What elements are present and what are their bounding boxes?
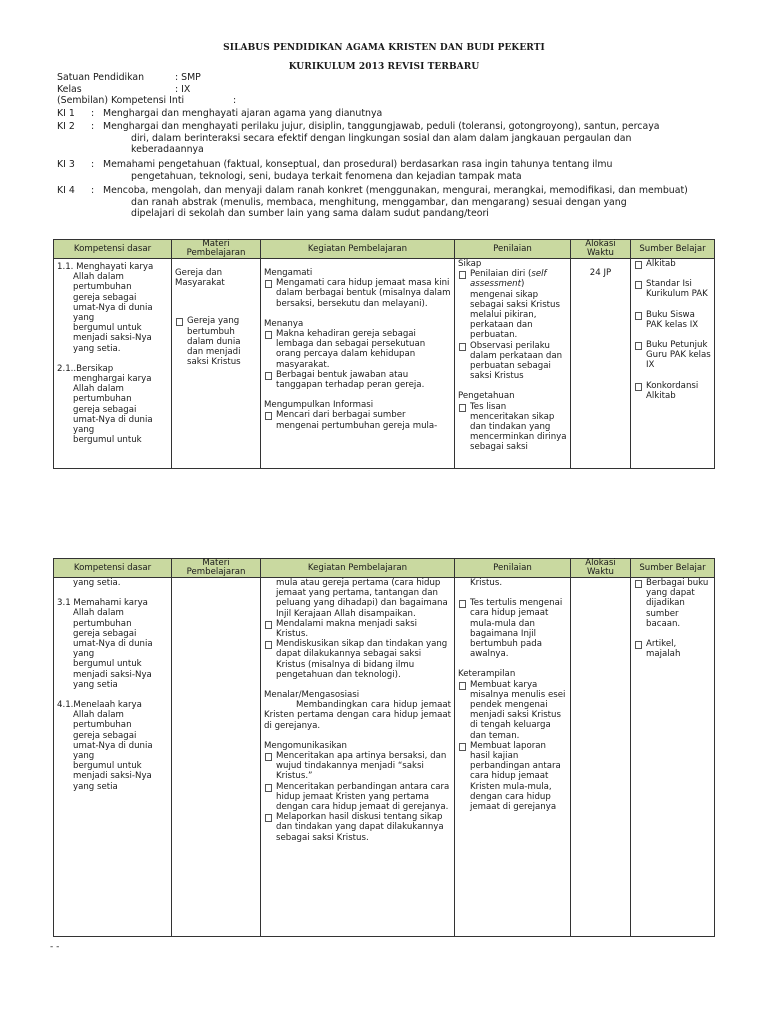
ki-line: diri, dalam berinteraksi secara efektif dengan lingkungan sosial dan alam dalam jangkauan pergaulan dan (131, 132, 632, 144)
ki-line: Memahami pengetahuan (faktual, konseptual, dan prosedural) berdasarkan rasa ingin tahunya tentang ilmu (103, 159, 613, 170)
kd-heading: 1.1. Menghayati karya (57, 262, 154, 272)
kd-continuation: yang setia. (73, 578, 121, 588)
kd-line: bergumul untuk (73, 323, 142, 334)
kd-line: menjadi saksi-Nya (73, 669, 152, 680)
sumber-cell (631, 578, 715, 937)
activity-item: Makna kehadiran gereja sebagai lembaga dan sebagai persekutuan orang percaya dalam kehidupan masyarakat. (264, 329, 451, 370)
kd-line: umat-Nya di dunia (73, 302, 153, 313)
kd-line: yang (73, 425, 95, 436)
activity-paragraph: Membandingkan cara hidup jemaat Kristen pertama dengan cara hidup jemaat di gerejanya. (264, 700, 451, 731)
kd-line: pertumbuhan (73, 720, 132, 731)
kd-body (57, 710, 168, 792)
source-item: Artikel, majalah (634, 639, 711, 659)
header-materi: Materi Pembelajaran (172, 240, 261, 259)
ki-text (103, 185, 757, 220)
kd-heading: 2.1..Bersikap (57, 363, 114, 374)
ki-text (103, 159, 757, 182)
identity-block (57, 72, 757, 107)
kd-line: Allah dalam (73, 608, 124, 619)
source-item: Buku Petunjuk Guru PAK kelas IX (634, 340, 711, 371)
syllabus-table-1 (53, 239, 715, 469)
kd-line: umat-Nya di dunia (73, 639, 153, 650)
activity-item: Mencari dari berbagai sumber mengenai pertumbuhan gereja mula- (264, 410, 451, 430)
header-alokasi: Alokasi Waktu (571, 559, 631, 578)
ki-code: KI 4 (57, 185, 75, 196)
ki-line: Mencoba, mengolah, dan menyaji dalam ranah konkret (menggunakan, mengurai, merangkai, memodifikasi, dan membuat) (103, 185, 688, 196)
kd-line: yang (73, 751, 95, 762)
document-title: SILABUS PENDIDIKAN AGAMA KRISTEN DAN BUDI PEKERTI (223, 43, 545, 53)
info-value: : SMP (175, 72, 201, 83)
activity-heading: Mengumpulkan Informasi (264, 400, 374, 411)
kd-line: yang (73, 313, 95, 324)
page-footer-mark: - - (50, 942, 60, 952)
header-kompetensi-dasar: Kompetensi dasar (54, 240, 172, 259)
header-sumber: Sumber Belajar (631, 559, 715, 578)
assessment-text: Penilaian diri ( (470, 269, 532, 280)
assessment-heading: Keterampilan (458, 669, 516, 680)
assessment-text: ) mengenai sikap sebagai saksi Kristus melalui pikiran, perkataan dan perbuatan. (470, 279, 560, 341)
kd-line: pertumbuhan (73, 394, 132, 405)
kd-heading: 3.1 Memahami karya (57, 598, 148, 609)
assessment-heading: Pengetahuan (458, 391, 515, 402)
header-alokasi: Alokasi Waktu (571, 240, 631, 259)
info-label: (Sembilan) Kompetensi Inti (57, 95, 185, 106)
header-kegiatan: Kegiatan Pembelajaran (261, 240, 455, 259)
assessment-continuation: Kristus. (470, 578, 503, 588)
alokasi-cell (571, 578, 631, 937)
kd-line: yang setia (73, 679, 118, 690)
source-item: Alkitab (634, 259, 711, 269)
document-subtitle: KURIKULUM 2013 REVISI TERBARU (288, 62, 480, 72)
ki-text (103, 121, 757, 156)
materi-cell (172, 259, 261, 469)
source-item: Berbagai buku yang dapat dijadikan sumber bacaan. (634, 578, 711, 629)
kd-body (57, 272, 168, 354)
header-kompetensi-dasar: Kompetensi dasar (54, 559, 172, 578)
info-value: : (233, 95, 237, 106)
header-penilaian: Penilaian (455, 559, 571, 578)
kd-cell (54, 578, 172, 937)
kd-line: gereja sebagai (73, 730, 137, 741)
table-row (54, 259, 715, 469)
time-allocation: 24 JP (589, 268, 612, 278)
info-row (57, 72, 757, 84)
kd-body (57, 608, 168, 690)
activity-continuation: mula atau gereja pertama (cara hidup jemaat yang pertama, tantangan dan peluang yang dihadapi) dan bagaimana Injil Kerajaan Allah disampaikan. (276, 578, 448, 619)
activity-heading: Mengomunikasikan (264, 740, 348, 751)
activity-item: Mendiskusikan sikap dan tindakan yang dapat dilakukannya sebagai saksi Kristus (misalnya di bidang ilmu pengetahuan dan teknologi). (264, 639, 451, 680)
ki-code: KI 2 (57, 121, 75, 132)
materi-topic: Gereja dan Masyarakat (175, 268, 225, 289)
ki-colon: : (91, 159, 95, 170)
info-label: Satuan Pendidikan (57, 72, 145, 83)
activity-heading: Menanya (264, 318, 304, 329)
assessment-item: Membuat laporan hasil kajian perbandingan antara cara hidup jemaat Kristen mula-mula, dengan cara hidup jemaat di gerejanya (458, 741, 567, 812)
kd-line: Allah dalam (73, 384, 124, 395)
ki-text (103, 108, 757, 120)
ki-item (57, 108, 757, 120)
table-header-row (54, 559, 715, 578)
activity-item: Menceritakan apa artinya bersaksi, dan wujud tindakannya menjadi “saksi Kristus.” (264, 751, 451, 782)
kd-line: pertumbuhan (73, 282, 132, 293)
activity-item: Mengamati cara hidup jemaat masa kini dalam berbagai bentuk (misalnya dalam bersaksi, bersekutu dan melayani). (264, 278, 451, 309)
penilaian-cell (455, 578, 571, 937)
info-row (57, 84, 757, 96)
kd-line: gereja sebagai (73, 404, 137, 415)
kd-line: bergumul untuk (73, 435, 142, 446)
ki-colon: : (91, 121, 95, 132)
ki-code: KI 1 (57, 108, 75, 119)
header-sumber: Sumber Belajar (631, 240, 715, 259)
kd-cell (54, 259, 172, 469)
kd-line: menjadi saksi-Nya (73, 771, 152, 782)
kd-line: gereja sebagai (73, 628, 137, 639)
kd-line: menjadi saksi-Nya (73, 333, 152, 344)
activity-heading: Mengamati (264, 268, 313, 278)
table-header-row (54, 240, 715, 259)
kd-line: menghargai karya (73, 374, 152, 385)
sumber-cell (631, 259, 715, 469)
alokasi-cell (571, 259, 631, 469)
info-label: Kelas (57, 83, 82, 95)
kd-line: yang setia (73, 781, 118, 792)
assessment-heading: Sikap (458, 259, 482, 269)
assessment-item: Observasi perilaku dalam perkataan dan perbuatan sebagai saksi Kristus (458, 341, 567, 382)
table-row (54, 578, 715, 937)
assessment-item: Tes tertulis mengenai cara hidup jemaat mula-mula dan bagaimana Injil bertumbuh pada awalnya. (458, 598, 567, 659)
source-item: Standar Isi Kurikulum PAK (634, 279, 711, 299)
materi-subtopic: Gereja yang bertumbuh dalam dunia dan menjadi saksi Kristus (175, 316, 257, 367)
header-penilaian: Penilaian (455, 240, 571, 259)
assessment-item: Tes lisan menceritakan sikap dan tindakan yang mencerminkan dirinya sebagai saksi (458, 402, 567, 453)
assessment-term: self assessment (470, 269, 547, 290)
kegiatan-cell (261, 578, 455, 937)
kd-line: bergumul untuk (73, 761, 142, 772)
ki-code: KI 3 (57, 159, 75, 170)
ki-item (57, 185, 757, 220)
header-materi: Materi Pembelajaran (172, 559, 261, 578)
ki-item (57, 121, 757, 156)
kd-heading: 4.1.Menelaah karya (57, 700, 142, 711)
source-item: Buku Siswa PAK kelas IX (634, 310, 711, 330)
syllabus-table-2 (53, 558, 715, 937)
kd-line: Allah dalam (73, 272, 124, 283)
assessment-item: Membuat karya misalnya menulis esei pendek mengenai menjadi saksi Kristus di tengah keluarga dan teman. (458, 680, 567, 741)
kd-line: pertumbuhan (73, 618, 132, 629)
ki-colon: : (91, 185, 95, 196)
info-row (57, 95, 757, 107)
activity-item: Mendalami makna menjadi saksi Kristus. (264, 619, 451, 639)
activity-heading: Menalar/Mengasosiasi (264, 690, 360, 701)
kegiatan-cell (261, 259, 455, 469)
penilaian-cell (455, 259, 571, 469)
ki-item (57, 159, 757, 182)
kd-line: yang (73, 649, 95, 660)
activity-item: Melaporkan hasil diskusi tentang sikap dan tindakan yang dapat dilakukannya sebagai saksi Kristus. (264, 812, 451, 843)
kd-line: umat-Nya di dunia (73, 740, 153, 751)
ki-line: keberadaannya (131, 144, 204, 155)
info-value: : IX (175, 83, 191, 95)
kd-body (57, 374, 168, 445)
activity-item: Berbagai bentuk jawaban atau tanggapan terhadap peran gereja. (264, 370, 451, 390)
kd-line: Allah dalam (73, 710, 124, 721)
kd-line: bergumul untuk (73, 659, 142, 670)
ki-line: dipelajari di sekolah dan sumber lain yang sama dalam sudut pandang/teori (131, 208, 489, 219)
ki-line: Menghargai dan menghayati perilaku jujur, disiplin, tanggungjawab, peduli (toleransi, gotongroyong), santun, percaya (103, 121, 660, 132)
ki-line: Menghargai dan menghayati ajaran agama yang dianutnya (103, 108, 383, 119)
kd-line: gereja sebagai (73, 292, 137, 303)
kd-line: yang setia. (73, 343, 121, 354)
activity-item: Menceritakan perbandingan antara cara hidup jemaat Kristen yang pertama dengan cara hidup jemaat di gerejanya. (264, 782, 451, 813)
ki-line: dan ranah abstrak (menulis, membaca, menghitung, menggambar, dan mengarang) sesuai dengan yang (131, 196, 627, 208)
materi-cell (172, 578, 261, 937)
ki-line: pengetahuan, teknologi, seni, budaya terkait fenomena dan kejadian tampak mata (131, 170, 522, 182)
assessment-item (458, 269, 567, 340)
ki-colon: : (91, 108, 95, 119)
kd-line: umat-Nya di dunia (73, 414, 153, 425)
header-kegiatan: Kegiatan Pembelajaran (261, 559, 455, 578)
source-item: Konkordansi Alkitab (634, 381, 711, 401)
